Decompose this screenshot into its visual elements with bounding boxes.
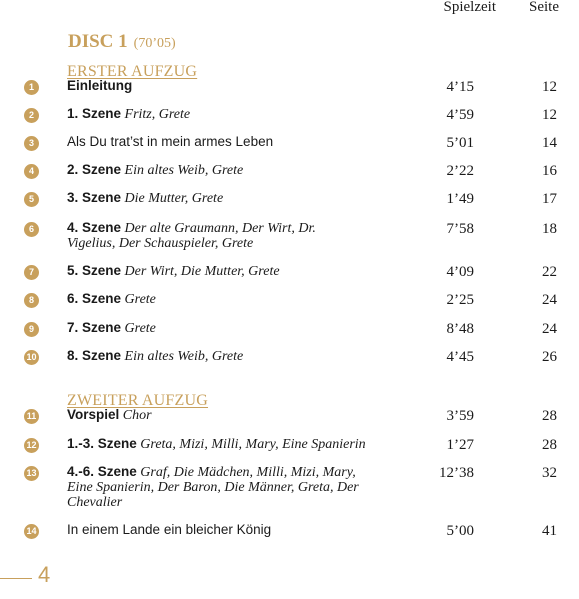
track-label: 4.-6. Szene xyxy=(67,464,137,479)
track-title xyxy=(67,134,407,150)
track-duration: 5’00 xyxy=(446,523,474,539)
track-title xyxy=(67,263,407,279)
track-title xyxy=(67,464,372,510)
track-page: 26 xyxy=(542,349,557,365)
track-label: 1.-3. Szene xyxy=(67,436,137,451)
track-title xyxy=(67,348,407,364)
disc-duration: (70’05) xyxy=(133,36,176,51)
track-label: Vorspiel xyxy=(67,407,120,422)
track-title xyxy=(67,522,407,538)
column-header-playtime: Spielzeit xyxy=(443,0,496,15)
track-page: 28 xyxy=(542,437,557,453)
track-duration: 4’45 xyxy=(446,349,474,365)
track-duration: 5’01 xyxy=(446,135,474,151)
track-roles: Graf, Die Mädchen, Milli, Mizi, Mary, Eine Spanierin, Der Baron, Die Männer, Greta, Der Chevalier xyxy=(67,465,359,510)
track-page: 12 xyxy=(542,79,557,95)
track-number-badge: 2 xyxy=(24,108,39,123)
track-number-badge: 12 xyxy=(24,438,39,453)
track-title xyxy=(67,162,407,178)
footer-rule xyxy=(0,578,32,579)
track-duration: 2’22 xyxy=(446,163,474,179)
track-number-badge: 11 xyxy=(24,409,39,424)
track-duration: 7’58 xyxy=(446,221,474,237)
track-number-badge: 13 xyxy=(24,466,39,481)
track-title xyxy=(67,190,407,206)
track-number-badge: 1 xyxy=(24,80,39,95)
track-label: 6. Szene xyxy=(67,291,122,306)
track-page: 41 xyxy=(542,523,557,539)
track-page: 24 xyxy=(542,292,557,308)
track-page: 14 xyxy=(542,135,557,151)
track-roles: Ein altes Weib, Grete xyxy=(124,163,244,178)
track-title xyxy=(67,320,407,336)
track-duration: 4’59 xyxy=(446,107,474,123)
track-duration: 1’49 xyxy=(446,191,474,207)
track-page: 16 xyxy=(542,163,557,179)
track-roles: Grete xyxy=(124,321,156,336)
track-number-badge: 5 xyxy=(24,192,39,207)
disc-label: DISC 1 xyxy=(68,31,128,52)
track-number-badge: 9 xyxy=(24,322,39,337)
track-label: 2. Szene xyxy=(67,162,122,177)
track-title xyxy=(67,78,407,94)
track-roles: Grete xyxy=(124,292,156,307)
track-label: Einleitung xyxy=(67,78,133,93)
track-aria-title: In einem Lande ein bleicher König xyxy=(67,522,272,537)
act-heading-second: ZWEITER AUFZUG xyxy=(67,392,209,409)
track-roles: Ein altes Weib, Grete xyxy=(124,349,244,364)
track-label: 4. Szene xyxy=(67,220,122,235)
track-label: 3. Szene xyxy=(67,190,122,205)
track-roles: Die Mutter, Grete xyxy=(124,191,224,206)
track-aria-title: Als Du trat’st in mein armes Leben xyxy=(67,134,274,149)
track-duration: 4’15 xyxy=(446,79,474,95)
track-number-badge: 10 xyxy=(24,350,39,365)
track-number-badge: 8 xyxy=(24,293,39,308)
track-title xyxy=(67,106,407,122)
booklet-page-number: 4 xyxy=(38,562,51,587)
disc-title xyxy=(68,31,176,53)
track-label: 5. Szene xyxy=(67,263,122,278)
track-roles: Der Wirt, Die Mutter, Grete xyxy=(124,264,280,279)
track-roles: Der alte Graumann, Der Wirt, Dr. Vigelius, Der Schauspieler, Grete xyxy=(67,221,316,251)
track-duration: 3’59 xyxy=(446,408,474,424)
track-page: 12 xyxy=(542,107,557,123)
track-duration: 12’38 xyxy=(439,465,474,481)
track-page: 24 xyxy=(542,321,557,337)
track-number-badge: 4 xyxy=(24,164,39,179)
track-page: 22 xyxy=(542,264,557,280)
track-page: 28 xyxy=(542,408,557,424)
track-title xyxy=(67,436,407,452)
track-title xyxy=(67,220,317,251)
track-page: 17 xyxy=(542,191,557,207)
track-label: 1. Szene xyxy=(67,106,122,121)
track-title xyxy=(67,407,407,423)
track-page: 32 xyxy=(542,465,557,481)
track-number-badge: 3 xyxy=(24,136,39,151)
track-label: 8. Szene xyxy=(67,348,122,363)
track-page: 18 xyxy=(542,221,557,237)
track-duration: 1’27 xyxy=(446,437,474,453)
track-duration: 8’48 xyxy=(446,321,474,337)
track-roles: Fritz, Grete xyxy=(124,107,191,122)
track-title xyxy=(67,291,407,307)
track-number-badge: 7 xyxy=(24,265,39,280)
track-duration: 2’25 xyxy=(446,292,474,308)
track-roles: Chor xyxy=(122,408,152,423)
track-label: 7. Szene xyxy=(67,320,122,335)
act-heading-first: ERSTER AUFZUG xyxy=(67,63,198,80)
track-duration: 4’09 xyxy=(446,264,474,280)
track-roles: Greta, Mizi, Milli, Mary, Eine Spanierin xyxy=(140,437,366,452)
track-number-badge: 6 xyxy=(24,222,39,237)
column-header-page: Seite xyxy=(529,0,559,15)
track-number-badge: 14 xyxy=(24,524,39,539)
